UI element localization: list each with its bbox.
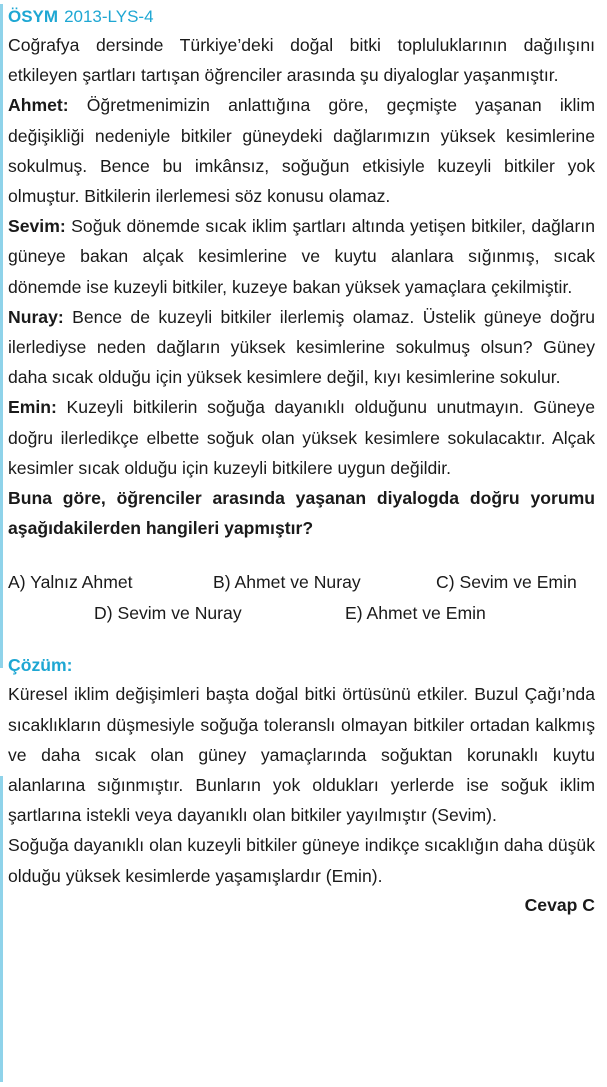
speaker-name: Sevim: <box>8 216 66 237</box>
answer-label: Cevap C <box>524 894 595 915</box>
solution-heading: Çözüm: <box>8 655 73 676</box>
speaker-name: Nuray: <box>8 306 64 327</box>
option-e[interactable]: E) Ahmet ve Emin <box>345 603 486 624</box>
dialogue-ahmet <box>8 90 595 211</box>
dialogue-nuray <box>8 302 595 393</box>
solution-paragraph: Küresel iklim değişimleri başta doğal bitki örtüsünü etkiler. Buzul Çağı’nda sıcaklıkların düşmesiyle soğuğa toleranslı olmayan bitkiler ortadan kalkmış ve daha sıcak olan güney yamaçlarında soğuktan korunaklı kuytu alanlarına sığınmıştır. Bunların yok oldukları yerlerde ise soğuk iklim şartlarına istekli veya dayanıklı olan bitkiler yayılmıştır (Sevim). <box>8 684 595 826</box>
dialogue-text: Öğretmenimizin anlattığına göre, geçmişte yaşanan iklim değişikliği nedeniyle bitkiler güneydeki dağlarımızın yüksek kesimlerine sokulmuş. Bence bu imkânsız, soğuğun etkisiyle kuzeyli bitkiler yok olmuştur. Bitkilerin ilerlemesi söz konusu olamaz. <box>8 95 595 207</box>
option-a[interactable]: A) Yalnız Ahmet <box>8 572 133 593</box>
dialogue-text: Bence de kuzeyli bitkiler ilerlemiş olamaz. Üstelik güneye doğru ilerlediyse neden dağların yüksek kesimlerine sokulmuş olsun? Güney daha sıcak olduğu için yüksek kesimlere değil, kıyı kesimlerine sokulur. <box>8 306 596 388</box>
solution-left-rule <box>0 776 3 1082</box>
exam-label: 2013-LYS-4 <box>64 7 154 26</box>
option-c[interactable]: C) Sevim ve Emin <box>436 572 577 593</box>
dialogue-text: Soğuk dönemde sıcak iklim şartları altında yetişen bitkiler, dağların güneye bakan alçak kesimlerine ve kuytu alanlara sığınmış, sıcak dönemde ise kuzeyli bitkiler, kuzeye bakan yüksek yamaçlara çekilmiştir. <box>8 216 596 297</box>
question-stem: Buna göre, öğrenciler arasında yaşanan diyalogda doğru yorumu aşağıdakilerden hangileri yapmıştır? <box>8 488 595 539</box>
speaker-name: Emin: <box>8 397 57 418</box>
speaker-name: Ahmet: <box>8 95 69 116</box>
dialogue-emin <box>8 392 595 483</box>
source-label: ÖSYM <box>8 7 59 26</box>
question-page <box>8 6 595 919</box>
solution-paragraph: Soğuğa dayanıklı olan kuzeyli bitkiler güneye indikçe sıcaklığın daha düşük olduğu yüksek kesimlerde yaşamışlardır (Emin). <box>8 835 595 886</box>
question-left-rule <box>0 4 3 668</box>
answer-options <box>8 567 595 631</box>
option-b[interactable]: B) Ahmet ve Nuray <box>213 572 361 593</box>
dialogue-sevim <box>8 211 595 302</box>
option-d[interactable]: D) Sevim ve Nuray <box>94 603 242 624</box>
intro-paragraph: Coğrafya dersinde Türkiye’deki doğal bitki topluluklarının dağılışını etkileyen şartları tartışan öğrenciler arasında şu diyaloglar yaşanmıştır. <box>8 35 595 86</box>
question-header <box>8 6 595 30</box>
dialogue-text: Kuzeyli bitkilerin soğuğa dayanıklı olduğunu unutmayın. Güneye doğru ilerledikçe elbette soğuk olan yüksek kesimlere sokulacaktır. Alçak kesimler sıcak olduğu için kuzeyli bitkilere uygun değildir. <box>8 397 596 478</box>
